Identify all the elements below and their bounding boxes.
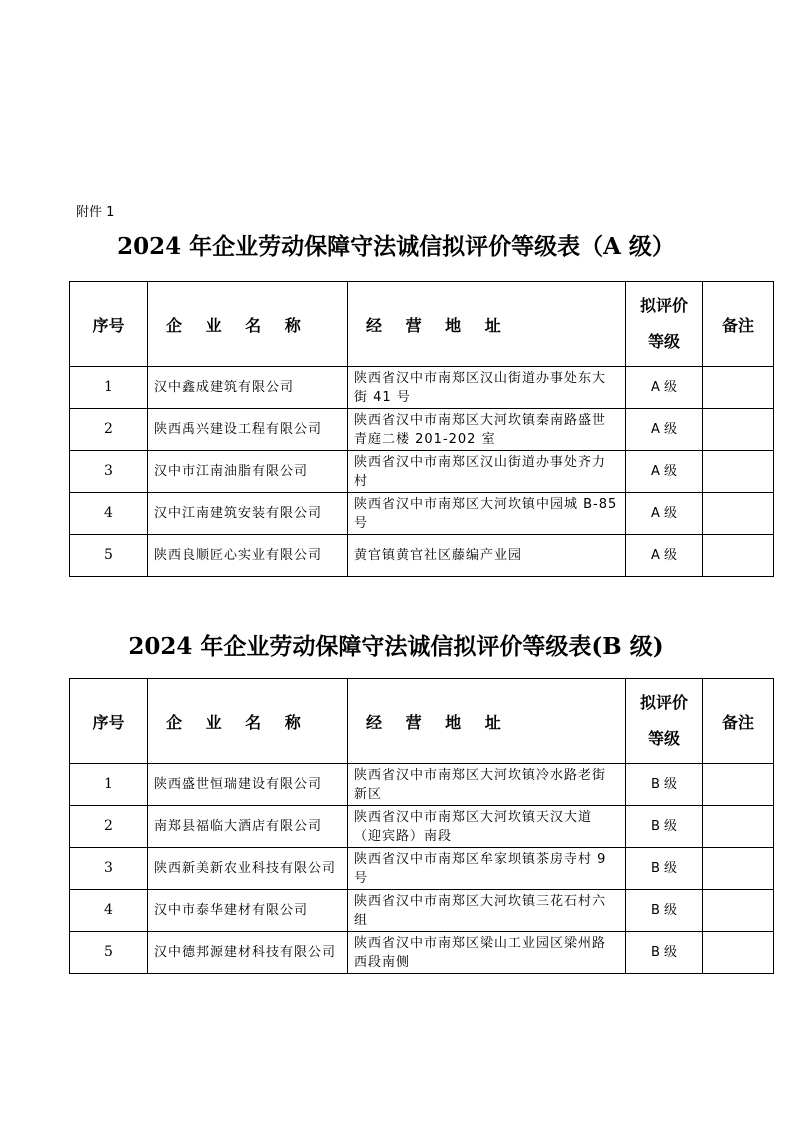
table-a-title: 2024 年企业劳动保障守法诚信拟评价等级表（A 级） [117, 233, 675, 260]
row-address: 陕西省汉中市南郑区汉山街道办事处东大街 41 号 [348, 367, 626, 409]
rating-table-b [69, 678, 774, 974]
row-seq: 1 [70, 367, 148, 409]
rating-table-a [69, 281, 774, 577]
header-company-name: 企 业 名 称 [148, 282, 348, 367]
row-note [703, 848, 774, 890]
header-address: 经 营 地 址 [348, 679, 626, 764]
row-seq: 4 [70, 890, 148, 932]
row-address: 陕西省汉中市南郑区大河坎镇冷水路老街新区 [348, 764, 626, 806]
table-row [70, 932, 774, 974]
header-company-name: 企 业 名 称 [148, 679, 348, 764]
row-seq: 1 [70, 764, 148, 806]
header-rating-line2: 等级 [647, 729, 680, 748]
row-rating: B 级 [626, 932, 703, 974]
row-note [703, 932, 774, 974]
table-header-row [70, 679, 774, 764]
row-address: 陕西省汉中市南郑区汉山街道办事处齐力村 [348, 451, 626, 493]
row-seq: 5 [70, 535, 148, 577]
row-note [703, 409, 774, 451]
header-rating-line2: 等级 [647, 332, 680, 351]
row-company-name: 南郑县福临大酒店有限公司 [148, 806, 348, 848]
table-row [70, 890, 774, 932]
table-row [70, 535, 774, 577]
table-row [70, 848, 774, 890]
row-address: 陕西省汉中市南郑区大河坎镇天汉大道（迎宾路）南段 [348, 806, 626, 848]
row-company-name: 陕西新美新农业科技有限公司 [148, 848, 348, 890]
row-address: 陕西省汉中市南郑区梁山工业园区梁州路西段南侧 [348, 932, 626, 974]
row-rating: A 级 [626, 409, 703, 451]
row-note [703, 890, 774, 932]
table-row [70, 806, 774, 848]
row-address: 陕西省汉中市南郑区大河坎镇中园城 B-85 号 [348, 493, 626, 535]
row-company-name: 陕西禹兴建设工程有限公司 [148, 409, 348, 451]
row-address: 黄官镇黄官社区藤编产业园 [348, 535, 626, 577]
row-seq: 2 [70, 409, 148, 451]
row-rating: A 级 [626, 367, 703, 409]
row-seq: 3 [70, 451, 148, 493]
header-seq: 序号 [70, 282, 148, 367]
row-note [703, 367, 774, 409]
header-rating-line1: 拟评价 [639, 693, 688, 712]
row-rating: B 级 [626, 890, 703, 932]
row-rating: B 级 [626, 806, 703, 848]
table-row [70, 764, 774, 806]
row-company-name: 汉中市泰华建材有限公司 [148, 890, 348, 932]
row-note [703, 806, 774, 848]
header-note: 备注 [703, 282, 774, 367]
row-seq: 2 [70, 806, 148, 848]
header-rating [626, 679, 703, 764]
header-note: 备注 [703, 679, 774, 764]
table-b-title: 2024 年企业劳动保障守法诚信拟评价等级表(B 级) [128, 633, 664, 660]
table-row [70, 367, 774, 409]
row-note [703, 493, 774, 535]
row-company-name: 陕西良顺匠心实业有限公司 [148, 535, 348, 577]
row-seq: 4 [70, 493, 148, 535]
row-company-name: 陕西盛世恒瑞建设有限公司 [148, 764, 348, 806]
row-address: 陕西省汉中市南郑区大河坎镇秦南路盛世青庭二楼 201-202 室 [348, 409, 626, 451]
attachment-label: 附件 1 [76, 205, 115, 220]
row-rating: A 级 [626, 535, 703, 577]
header-address: 经 营 地 址 [348, 282, 626, 367]
header-rating [626, 282, 703, 367]
table-header-row [70, 282, 774, 367]
table-row [70, 451, 774, 493]
row-company-name: 汉中江南建筑安装有限公司 [148, 493, 348, 535]
row-seq: 5 [70, 932, 148, 974]
row-note [703, 535, 774, 577]
row-note [703, 764, 774, 806]
row-rating: B 级 [626, 764, 703, 806]
table-row [70, 493, 774, 535]
header-seq: 序号 [70, 679, 148, 764]
row-rating: B 级 [626, 848, 703, 890]
row-company-name: 汉中市江南油脂有限公司 [148, 451, 348, 493]
row-company-name: 汉中鑫成建筑有限公司 [148, 367, 348, 409]
row-rating: A 级 [626, 451, 703, 493]
header-rating-line1: 拟评价 [639, 296, 688, 315]
row-rating: A 级 [626, 493, 703, 535]
row-address: 陕西省汉中市南郑区大河坎镇三花石村六组 [348, 890, 626, 932]
table-row [70, 409, 774, 451]
row-address: 陕西省汉中市南郑区牟家坝镇茶房寺村 9 号 [348, 848, 626, 890]
row-note [703, 451, 774, 493]
row-seq: 3 [70, 848, 148, 890]
row-company-name: 汉中德邦源建材科技有限公司 [148, 932, 348, 974]
